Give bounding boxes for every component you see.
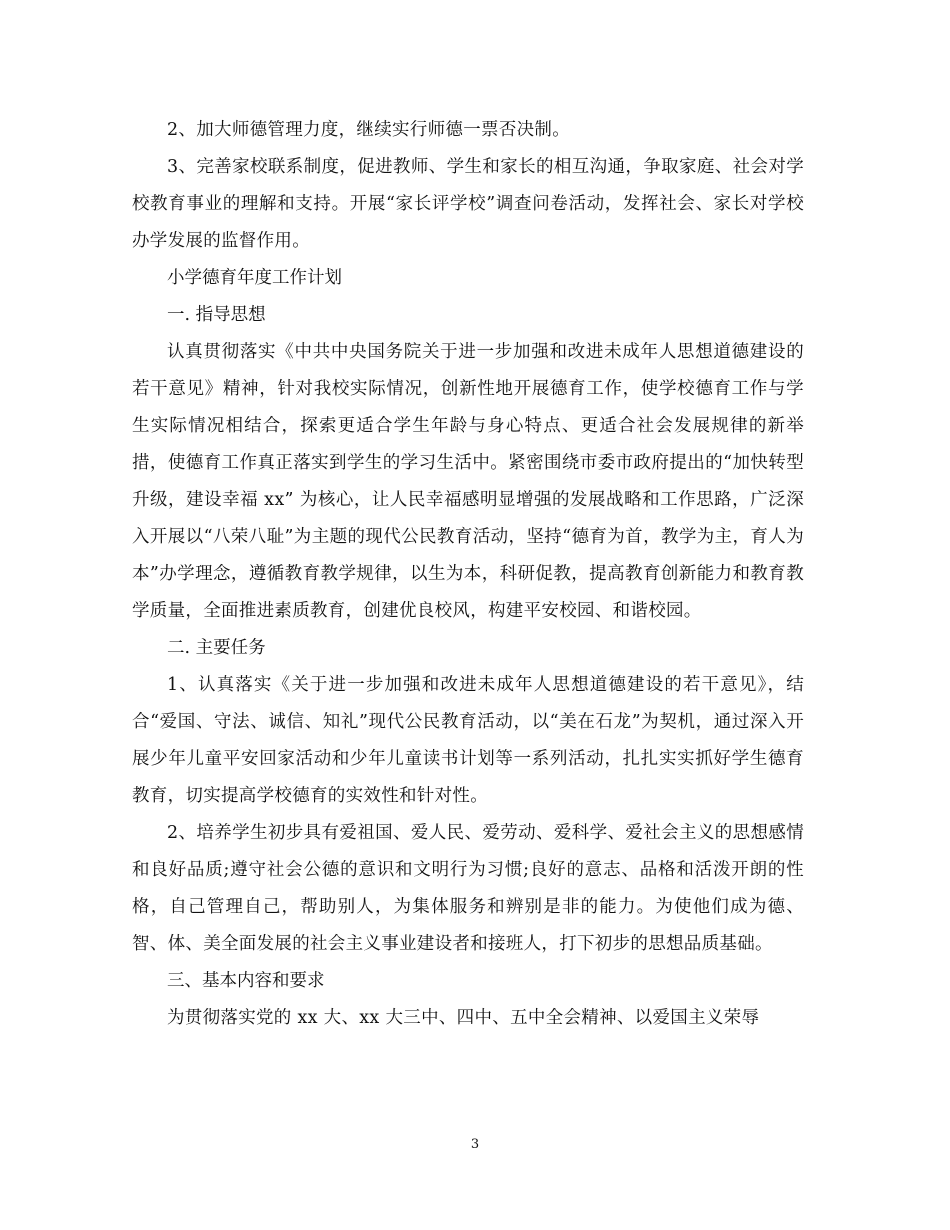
paragraph-basic-content: 为贯彻落实党的 xx 大、xx 大三中、四中、五中全会精神、以爱国主义荣辱 [167,1008,760,1028]
paragraph-guiding-thought: 认真贯彻落实《中共中央国务院关于进一步加强和改进未成年人思想道德建设的若干意见》精神，针对我校实际情况，创新性地开展德育工作，使学校德育工作与学生实际情况相结合，探索更适合学生年龄与身心特点、更适合社会发展规律的新举措，使德育工作真正落实到学生的学习生活中。紧密围绕市委市政府提出的“加快转型升级，建设幸福 xx” 为核心，让人民幸福感明显增强的发展战略和工作思路，广泛深入开展以“八荣八耻”为主题的现代公民教育活动，坚持“德育为首，教学为主，育人为本”办学理念，遵循教育教学规律，以生为本，科研促教，提高教育创新能力和教育教学质量，全面推进素质教育，创建优良校风，构建平安校园、和谐校园。 [132,342,804,621]
document-body [132,112,804,1037]
paragraph-task-2: 2、培养学生初步具有爱祖国、爱人民、爱劳动、爱科学、爱社会主义的思想感情和良好品质;遵守社会公德的意识和文明行为习惯;良好的意志、品格和活泼开朗的性格，自己管理自己，帮助别人，为集体服务和辨别是非的能力。为使他们成为德、智、体、美全面发展的社会主义事业建设者和接班人，打下初步的思想品质基础。 [132,823,804,954]
section-heading-main-tasks: 二. 主要任务 [167,638,266,658]
paragraph-item-2: 2、加大师德管理力度，继续实行师德一票否决制。 [167,120,571,140]
section-heading-basic-content: 三、基本内容和要求 [167,971,325,991]
section-heading-guiding-thought: 一. 指导思想 [167,305,266,325]
page-number: 3 [470,1137,480,1152]
paragraph-item-3: 3、完善家校联系制度，促进教师、学生和家长的相互沟通，争取家庭、社会对学校教育事业的理解和支持。开展“家长评学校”调查问卷活动，发挥社会、家长对学校办学发展的监督作用。 [132,157,804,251]
document-title: 小学德育年度工作计划 [167,268,342,288]
paragraph-task-1: 1、认真落实《关于进一步加强和改进未成年人思想道德建设的若干意见》，结合“爱国、守法、诚信、知礼”现代公民教育活动，以“美在石龙”为契机，通过深入开展少年儿童平安回家活动和少年儿童读书计划等一系列活动，扎扎实实抓好学生德育教育，切实提高学校德育的实效性和针对性。 [132,675,804,806]
